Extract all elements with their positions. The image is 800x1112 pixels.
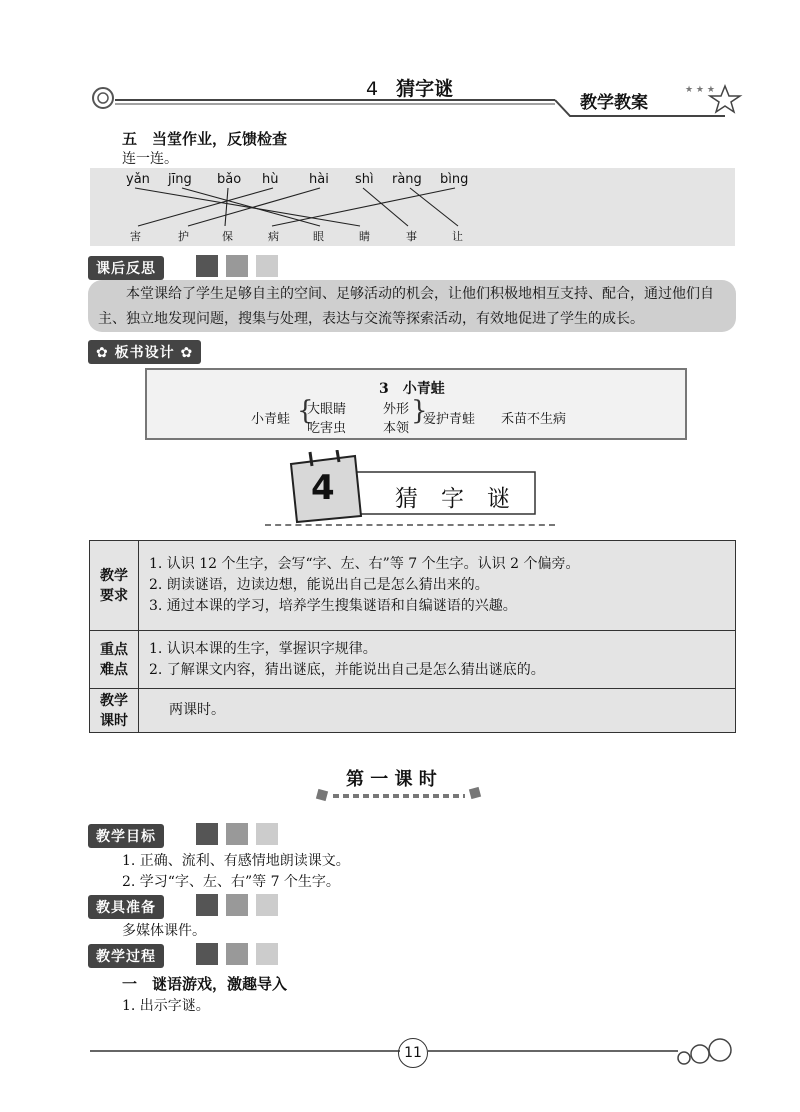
goal-item: 1. 正确、流利、有感情地朗读课文。 bbox=[122, 853, 350, 869]
footer-circles-decoration bbox=[676, 1036, 736, 1072]
board-item1: 大眼睛 bbox=[307, 402, 347, 417]
list-item: 2. 朗读谜语，边读边想，能说出自己是怎么猜出来的。 bbox=[149, 577, 489, 593]
pinyin-7: bìng bbox=[440, 172, 469, 187]
board-item2: 吃害虫 bbox=[307, 421, 347, 436]
materials-tag: 教具准备 bbox=[88, 895, 164, 919]
materials-text: 多媒体课件。 bbox=[122, 923, 206, 939]
deco-square bbox=[256, 894, 278, 916]
row-label bbox=[90, 541, 139, 631]
board-design-tag: ✿ 板书设计 ✿ bbox=[88, 340, 201, 364]
lesson-goals-table bbox=[89, 540, 736, 733]
footer-rule-left bbox=[90, 1050, 400, 1052]
process-tag: 教学过程 bbox=[88, 944, 164, 968]
lesson-banner-number: 4 bbox=[311, 468, 335, 508]
table-row bbox=[90, 541, 736, 631]
pinyin-2: bǎo bbox=[217, 172, 242, 187]
deco-square bbox=[196, 823, 218, 845]
deco-square bbox=[226, 894, 248, 916]
row-label-text: 教学课时 bbox=[100, 692, 128, 729]
hanzi-4: 眼 bbox=[313, 230, 324, 243]
pinyin-0: yǎn bbox=[126, 172, 150, 187]
hanzi-6: 事 bbox=[406, 230, 417, 243]
hanzi-1: 护 bbox=[178, 230, 189, 243]
deco-square bbox=[226, 943, 248, 965]
deco-square bbox=[226, 823, 248, 845]
period-underline bbox=[315, 786, 485, 806]
deco-square bbox=[256, 255, 278, 277]
brace-right: } bbox=[411, 396, 428, 426]
reflection-text bbox=[88, 280, 736, 332]
pinyin-5: shì bbox=[355, 172, 374, 187]
hanzi-5: 睛 bbox=[359, 230, 370, 243]
list-item: 1. 认识本课的生字，掌握识字规律。 bbox=[149, 640, 377, 657]
deco-square bbox=[256, 823, 278, 845]
list-item: 1. 认识 12 个生字，会写“字、左、右”等 7 个生字。认识 2 个偏旁。 bbox=[149, 556, 580, 572]
row-label bbox=[90, 631, 139, 689]
goal-item: 2. 学习“字、左、右”等 7 个生字。 bbox=[122, 874, 340, 890]
hanzi-3: 病 bbox=[268, 230, 279, 243]
header-lesson-title: 猜字谜 bbox=[396, 78, 454, 100]
svg-text:★ ★ ★: ★ ★ ★ bbox=[685, 85, 715, 95]
table-row bbox=[90, 689, 736, 733]
hanzi-7: 让 bbox=[452, 230, 463, 243]
row-label bbox=[90, 689, 139, 733]
row-content bbox=[139, 631, 736, 689]
row-content bbox=[139, 541, 736, 631]
pinyin-6: ràng bbox=[392, 172, 422, 187]
list-item: 两课时。 bbox=[169, 702, 225, 718]
hanzi-0: 害 bbox=[130, 230, 141, 243]
board-conclusion2: 禾苗不生病 bbox=[501, 412, 567, 427]
row-content bbox=[139, 689, 736, 733]
pinyin-4: hài bbox=[309, 172, 329, 187]
list-item: 3. 通过本课的学习，培养学生搜集谜语和自编谜语的兴趣。 bbox=[149, 598, 517, 614]
page-number: 11 bbox=[398, 1038, 428, 1068]
lesson-banner-title: 猜 字 谜 bbox=[395, 486, 510, 512]
row-label-text: 重点难点 bbox=[100, 641, 128, 678]
deco-square bbox=[226, 255, 248, 277]
board-item2-note: 本领 bbox=[383, 421, 410, 436]
table-row bbox=[90, 631, 736, 689]
process-heading: 一 谜语游戏，激趣导入 bbox=[122, 975, 288, 993]
row-label-text: 教学要求 bbox=[100, 567, 128, 604]
board-design-box bbox=[145, 368, 687, 440]
footer-rule-right bbox=[428, 1050, 678, 1052]
exercise-instruction: 连一连。 bbox=[122, 151, 178, 167]
brace-left: { bbox=[297, 396, 314, 426]
reflection-tag: 课后反思 bbox=[88, 256, 164, 280]
hanzi-2: 保 bbox=[222, 230, 233, 243]
header-brand: 教学教案 bbox=[580, 93, 648, 113]
list-item: 2. 了解课文内容，猜出谜底，并能说出自己是怎么猜出谜底的。 bbox=[149, 661, 545, 678]
board-title: 3 小青蛙 bbox=[379, 381, 445, 397]
process-step: 1. 出示字谜。 bbox=[122, 998, 210, 1014]
deco-square bbox=[256, 943, 278, 965]
deco-square bbox=[196, 943, 218, 965]
banner-dash-rule bbox=[265, 524, 555, 526]
teaching-goals-tag: 教学目标 bbox=[88, 824, 164, 848]
page-header-title bbox=[366, 74, 453, 101]
deco-square bbox=[196, 255, 218, 277]
board-item1-note: 外形 bbox=[383, 402, 410, 417]
deco-square bbox=[196, 894, 218, 916]
header-lesson-number: 4 bbox=[366, 78, 379, 100]
reflection-body: 本堂课给了学生足够自主的空间、足够活动的机会，让他们积极地相互支持、配合，通过他们自主、独立地发现问题，搜集与处理，表达与交流等探索活动，有效地促进了学生的成长。 bbox=[98, 286, 714, 327]
pinyin-1: jīng bbox=[168, 172, 192, 187]
pinyin-3: hù bbox=[262, 172, 279, 187]
section-heading: 五 当堂作业，反馈检查 bbox=[122, 130, 288, 148]
period-title: 第 一 课 时 bbox=[346, 769, 437, 790]
board-conclusion1: 爱护青蛙 bbox=[423, 412, 476, 427]
board-subject: 小青蛙 bbox=[251, 412, 291, 427]
